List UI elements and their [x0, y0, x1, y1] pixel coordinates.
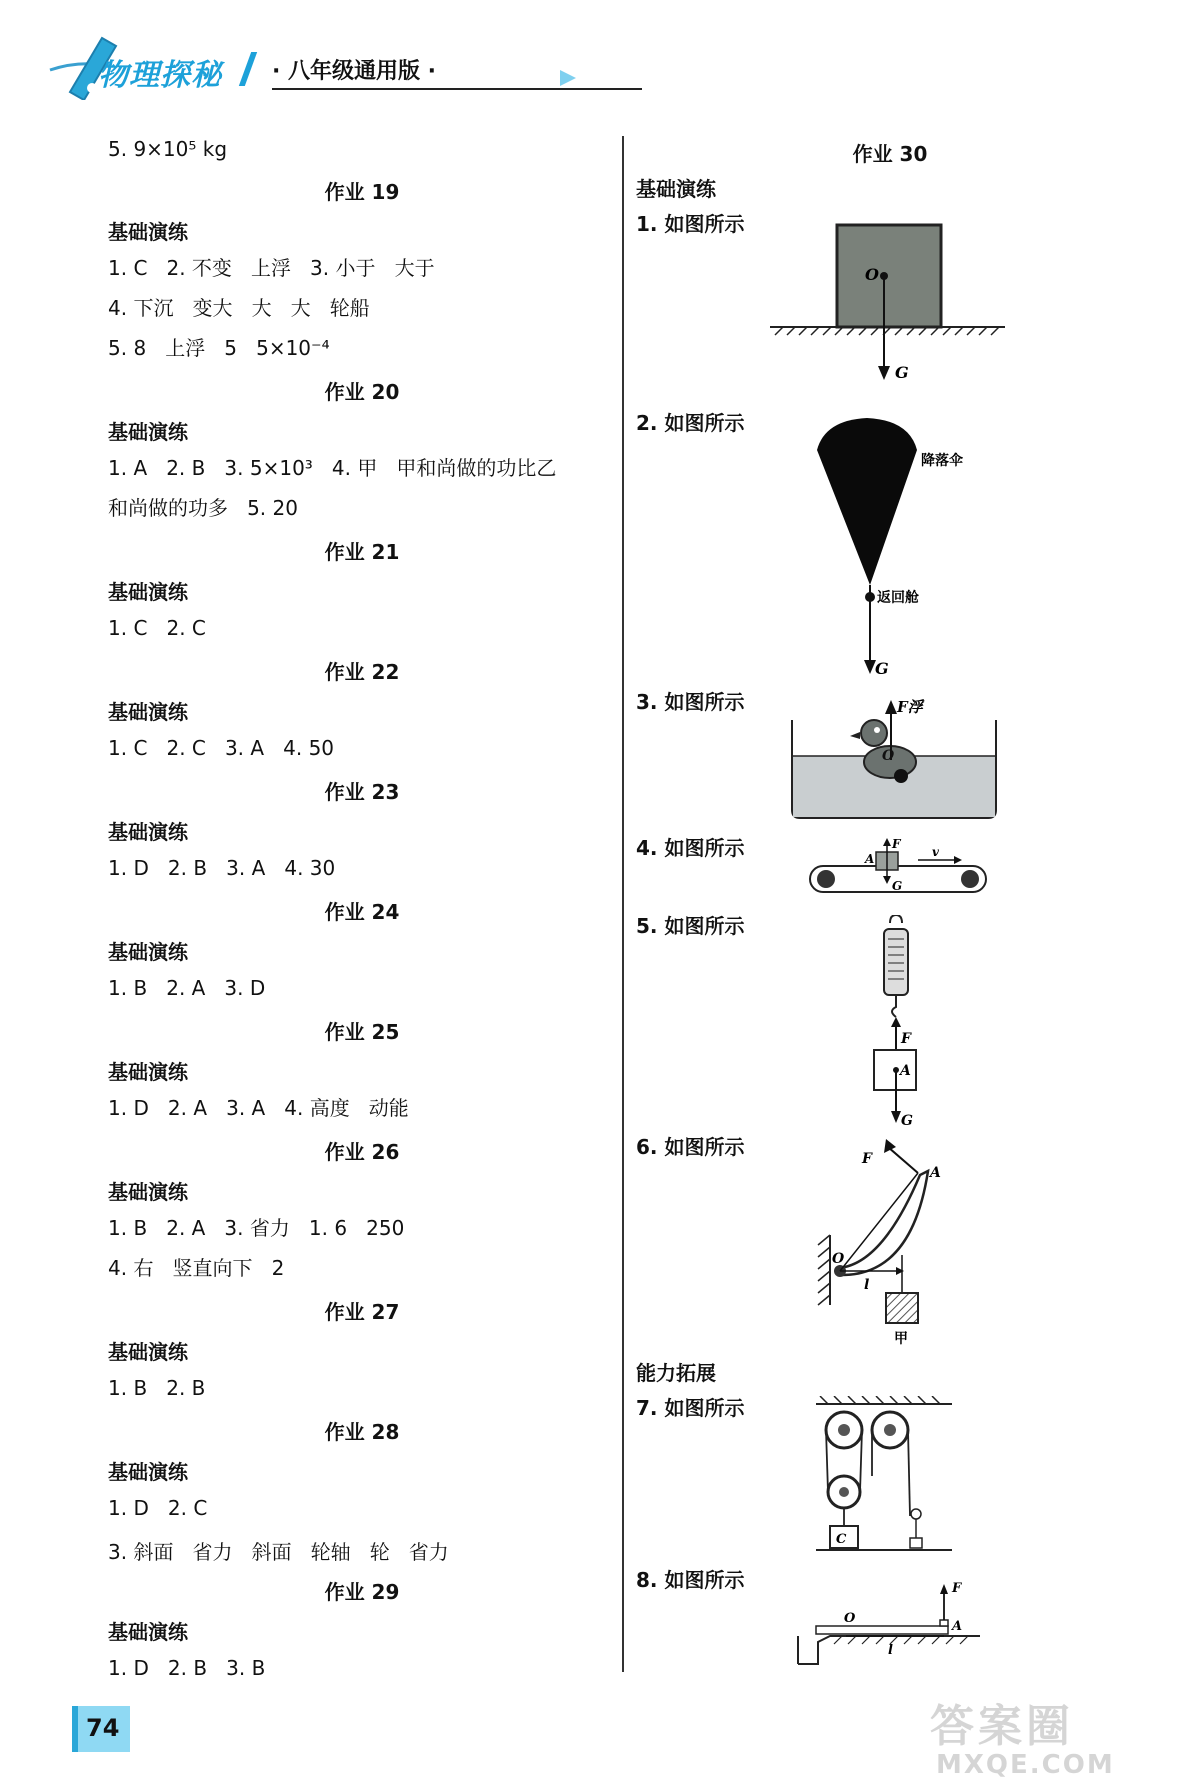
answer-line: 1. D 2. B 3. A 4. 30 — [108, 856, 336, 880]
parachute-canopy — [817, 418, 917, 585]
label-g: G — [875, 659, 889, 678]
right-item-6: 6. 如图所示 — [636, 1135, 745, 1159]
label-f: F — [952, 1581, 962, 1596]
weight-jia — [886, 1293, 918, 1323]
duck-head — [861, 720, 887, 746]
answer-line: 3. 斜面 省力 斜面 轮轴 轮 省力 — [108, 1540, 449, 1564]
label-f: F — [862, 1151, 872, 1167]
right-heading: 作业 30 — [852, 142, 928, 166]
answer-line: 1. D 2. C — [108, 1496, 208, 1520]
answer-line: 1. C 2. C 3. A 4. 50 — [108, 736, 335, 760]
answer-line: 和尚做的功多 5. 20 — [108, 496, 298, 520]
section-heading: 作业 21 — [324, 540, 400, 564]
answer-line: 1. B 2. B — [108, 1376, 206, 1400]
section-subheading: 基础演练 — [108, 1340, 188, 1364]
label-g: G — [901, 1113, 913, 1129]
header — [40, 30, 600, 100]
label-g: G — [892, 879, 903, 893]
watermark-text-cn: 答案圈 — [930, 1701, 1074, 1752]
label-f: F — [892, 838, 901, 851]
section-subheading: 基础演练 — [108, 420, 188, 444]
section-heading: 作业 19 — [324, 180, 400, 204]
column-divider — [622, 136, 624, 1672]
answer-line: 4. 右 竖直向下 2 — [108, 1256, 285, 1280]
section-subheading: 基础演练 — [108, 220, 188, 244]
section-heading: 作业 27 — [324, 1300, 400, 1324]
section-heading: 作业 22 — [324, 660, 400, 684]
section-heading: 作业 23 — [324, 780, 400, 804]
figure-8-lever-table — [790, 1568, 990, 1668]
answer-line: 1. B 2. A 3. 省力 1. 6 250 — [108, 1216, 405, 1240]
answer-line: 1. C 2. C — [108, 616, 206, 640]
section-subheading: 基础演练 — [108, 940, 188, 964]
section-heading: 作业 26 — [324, 1140, 400, 1164]
board — [816, 1626, 948, 1634]
answer-line: 5. 8 上浮 5 5×10⁻⁴ — [108, 336, 330, 360]
figure-2-parachute — [805, 415, 995, 680]
figure-7-pulley-system — [812, 1396, 962, 1561]
right-sub-basic: 基础演练 — [636, 177, 716, 201]
answer-line: 5. 9×10⁵ kg — [108, 137, 228, 161]
label-f-buoy: F浮 — [897, 698, 923, 716]
section-subheading: 基础演练 — [108, 820, 188, 844]
label-jia: 甲 — [894, 1331, 908, 1347]
answer-line: 4. 下沉 变大 大 大 轮船 — [108, 296, 370, 320]
answer-line: 1. A 2. B 3. 5×10³ 4. 甲 甲和尚做的功比乙 — [108, 456, 557, 480]
section-subheading: 基础演练 — [108, 1060, 188, 1084]
label-a: A — [865, 852, 875, 866]
figure-5-spring-scale — [860, 915, 950, 1130]
section-heading: 作业 20 — [324, 380, 400, 404]
box — [837, 225, 941, 327]
label-a: A — [900, 1063, 911, 1079]
figure-4-conveyor — [808, 838, 998, 908]
header-edition: · 八年级通用版 · — [272, 59, 437, 84]
label-f: F — [901, 1031, 911, 1047]
answer-line: 1. D 2. A 3. A 4. 高度 动能 — [108, 1096, 409, 1120]
right-item-1: 1. 如图所示 — [636, 212, 745, 236]
label-v: v — [932, 845, 939, 859]
right-item-3: 3. 如图所示 — [636, 690, 745, 714]
section-subheading: 基础演练 — [108, 1180, 188, 1204]
label-o: O — [865, 265, 879, 284]
label-l: l — [864, 1277, 870, 1293]
label-c: C — [836, 1532, 847, 1547]
section-heading: 作业 28 — [324, 1420, 400, 1444]
section-heading: 作业 29 — [324, 1580, 400, 1604]
label-o: O — [882, 748, 895, 764]
section-subheading: 基础演练 — [108, 1460, 188, 1484]
right-item-2: 2. 如图所示 — [636, 411, 745, 435]
watermark-url: MXQE.COM — [936, 1750, 1115, 1780]
section-heading: 作业 25 — [324, 1020, 400, 1044]
section-subheading: 基础演练 — [108, 700, 188, 724]
right-sub-extend: 能力拓展 — [636, 1361, 716, 1385]
label-o: O — [844, 1611, 856, 1626]
force-f-arrow — [888, 1147, 918, 1173]
watermark-logo — [930, 1690, 1170, 1786]
right-item-8: 8. 如图所示 — [636, 1568, 745, 1592]
label-a: A — [952, 1619, 963, 1634]
label-g: G — [895, 363, 909, 382]
right-item-4: 4. 如图所示 — [636, 836, 745, 860]
label-parachute: 降落伞 — [921, 453, 963, 469]
figure-1-box-gravity — [765, 220, 1015, 390]
section-subheading: 基础演练 — [108, 580, 188, 604]
header-divider-slash — [239, 52, 257, 86]
section-subheading: 基础演练 — [108, 1620, 188, 1644]
answer-line: 1. B 2. A 3. D — [108, 976, 266, 1000]
answer-line: 1. D 2. B 3. B — [108, 1656, 266, 1680]
figure-6-lever — [812, 1135, 987, 1350]
figure-3-floating-duck — [788, 690, 1003, 825]
curved-lever — [838, 1171, 928, 1275]
header-title: 物理探秘 — [98, 58, 222, 93]
label-a: A — [930, 1165, 941, 1181]
label-capsule: 返回舱 — [877, 590, 919, 606]
section-heading: 作业 24 — [324, 900, 400, 924]
label-l: l — [888, 1643, 893, 1658]
header-accent-icon — [560, 70, 576, 86]
header-underline — [272, 88, 642, 90]
page-number: 74 — [86, 1714, 120, 1742]
answer-line: 1. C 2. 不变 上浮 3. 小于 大于 — [108, 256, 435, 280]
label-o: O — [832, 1251, 845, 1267]
right-item-7: 7. 如图所示 — [636, 1396, 745, 1420]
right-item-5: 5. 如图所示 — [636, 914, 745, 938]
